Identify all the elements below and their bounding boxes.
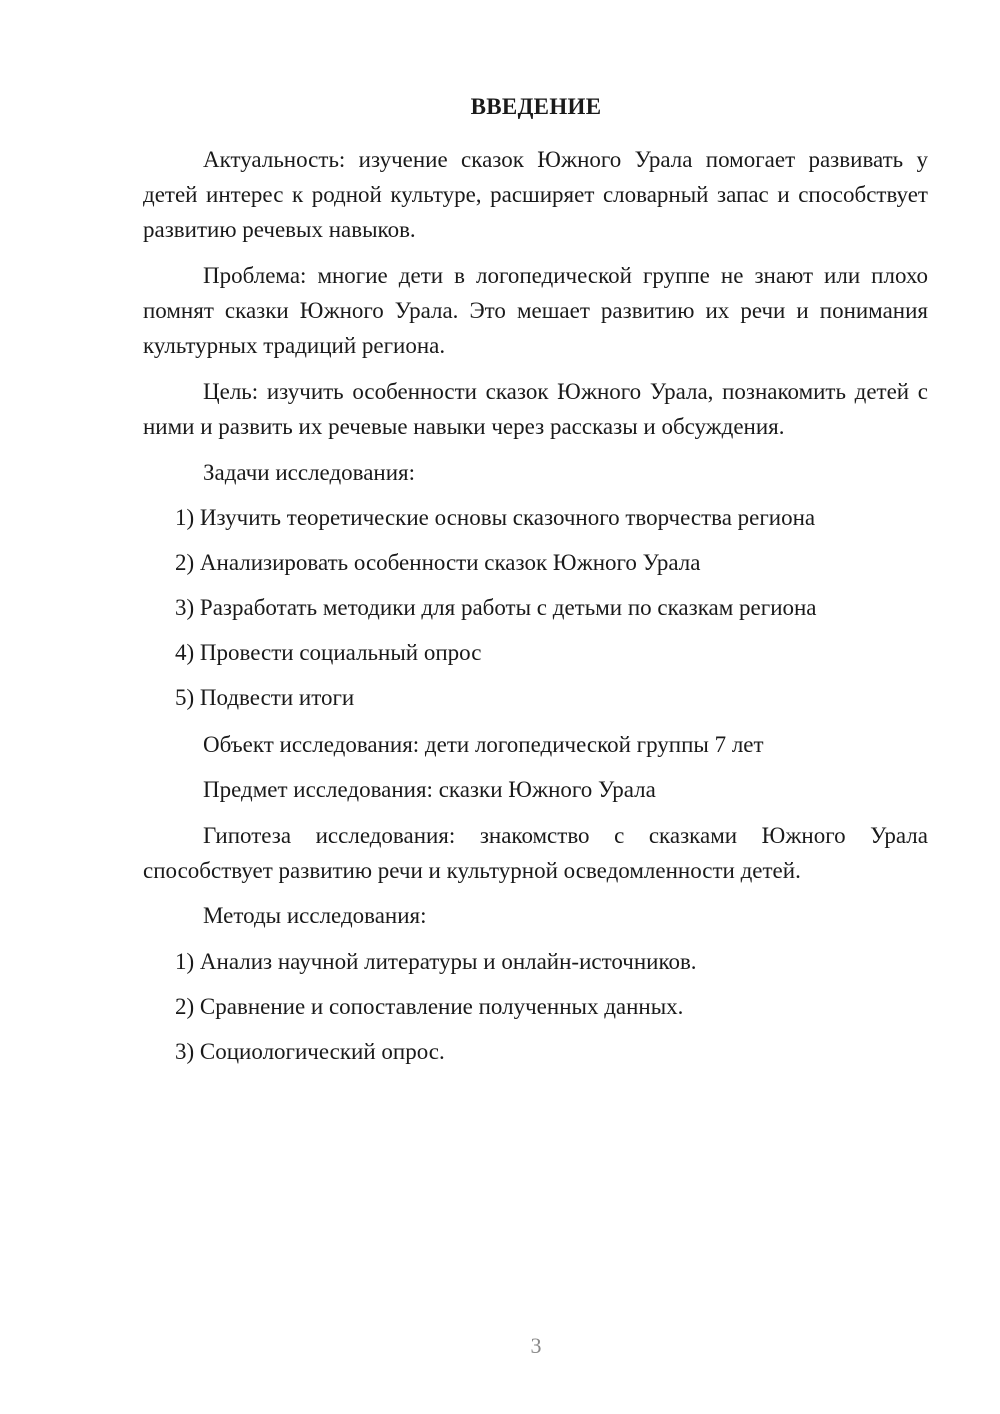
task-item-1: 1) Изучить теоретические основы сказочного творчества региона <box>175 505 816 530</box>
research-object: Объект исследования: дети логопедической группы 7 лет <box>203 732 764 757</box>
page-number: 3 <box>530 1333 542 1358</box>
relevance-paragraph: Актуальность: изучение сказок Южного Урала помогает развивать у детей интерес к родной культуре, расширяет словарный запас и способствует развитию речевых навыков. <box>143 147 928 242</box>
research-subject: Предмет исследования: сказки Южного Урала <box>203 777 656 802</box>
goal-paragraph: Цель: изучить особенности сказок Южного Урала, познакомить детей с ними и развить их речевые навыки через рассказы и обсуждения. <box>143 379 928 439</box>
task-item-4: 4) Провести социальный опрос <box>175 640 482 665</box>
task-item-2: 2) Анализировать особенности сказок Южного Урала <box>175 550 701 575</box>
method-item-1: 1) Анализ научной литературы и онлайн-источников. <box>175 949 697 974</box>
methods-heading: Методы исследования: <box>203 903 427 928</box>
method-item-2: 2) Сравнение и сопоставление полученных данных. <box>175 994 684 1019</box>
task-item-3: 3) Разработать методики для работы с детьми по сказкам региона <box>175 595 817 620</box>
task-item-5: 5) Подвести итоги <box>175 685 355 710</box>
section-title: ВВЕДЕНИЕ <box>470 94 602 119</box>
problem-paragraph: Проблема: многие дети в логопедической группе не знают или плохо помнят сказки Южного Урала. Это мешает развитию их речи и понимания культурных традиций региона. <box>143 263 928 358</box>
method-item-3: 3) Социологический опрос. <box>175 1039 445 1064</box>
hypothesis-paragraph: Гипотеза исследования: знакомство с сказками Южного Урала способствует развитию речи и культурной осведомленности детей. <box>143 823 928 883</box>
tasks-heading: Задачи исследования: <box>203 460 416 485</box>
